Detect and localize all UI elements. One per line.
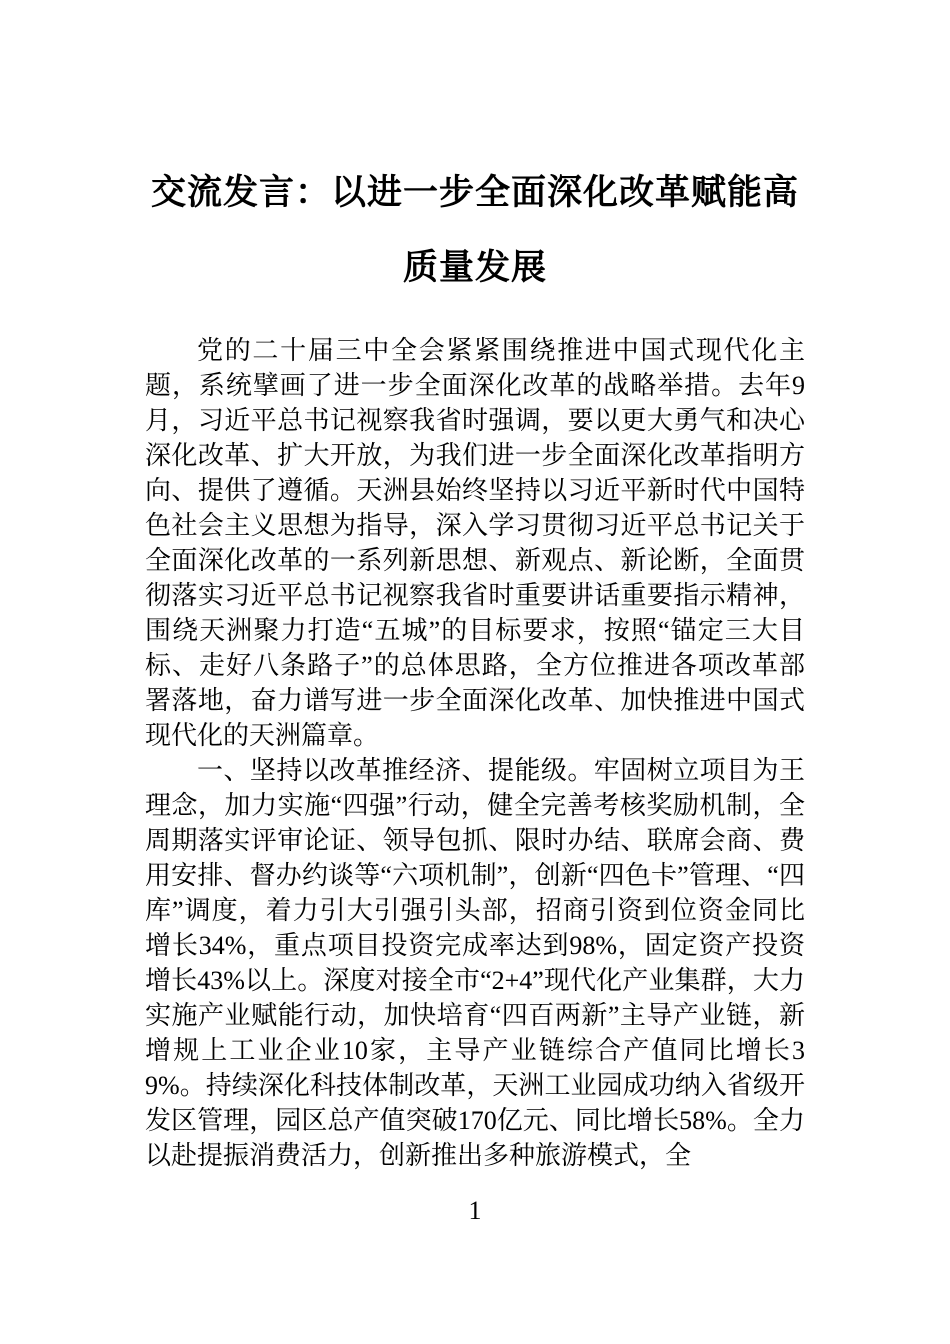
document-title: 交流发言：以进一步全面深化改革赋能高质量发展 xyxy=(150,173,799,287)
paragraph-intro: 党的二十届三中全会紧紧围绕推进中国式现代化主题，系统擘画了进一步全面深化改革的战略举措。去年9月，习近平总书记视察我省时强调，要以更大勇气和决心深化改革、扩大开放，为我们进一步全面深化改革指明方向、提供了遵循。天洲县始终坚持以习近平新时代中国特色社会主义思想为指导，深入学习贯彻习近平总书记关于全面深化改革的一系列新思想、新观点、新论断，全面贯彻落实习近平总书记视察我省时重要讲话重要指示精神，围绕天洲聚力打造“五城”的目标要求，按照“锚定三大目标、走好八条路子”的总体思路，全方位推进各项改革部署落地，奋力谱写进一步全面深化改革、加快推进中国式现代化的天洲篇章。 xyxy=(145,336,805,750)
document-body xyxy=(145,333,805,1173)
page-number: 1 xyxy=(468,1196,482,1225)
paragraph-section-one: 一、坚持以改革推经济、提能级。牢固树立项目为王理念，加力实施“四强”行动，健全完善考核奖励机制，全周期落实评审论证、领导包抓、限时办结、联席会商、费用安排、督办约谈等“六项机制”，创新“四色卡”管理、“四库”调度，着力引大引强引头部，招商引资到位资金同比增长34%，重点项目投资完成率达到98%，固定资产投资增长43%以上。深度对接全市“2+4”现代化产业集群，大力实施产业赋能行动，加快培育“四百两新”主导产业链，新增规上工业企业10家，主导产业链综合产值同比增长39%。持续深化科技体制改革，天洲工业园成功纳入省级开发区管理，园区总产值突破170亿元、同比增长58%。全力以赴提振消费活力，创新推出多种旅游模式，全 xyxy=(145,756,805,1170)
